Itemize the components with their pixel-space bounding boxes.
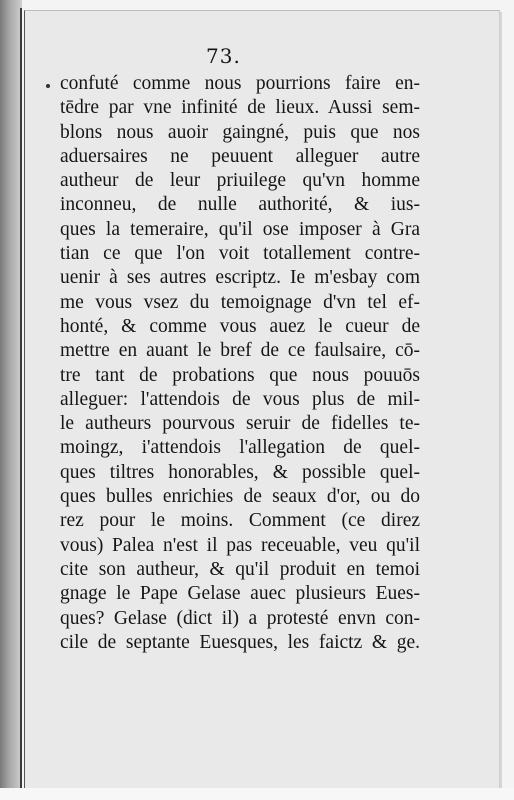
text-line: blons nous auoir gaingné, puis que nos xyxy=(60,121,420,143)
text-line: rez pour le moins. Comment (ce direz xyxy=(60,510,420,532)
text-line: honté, & comme vous auez le cueur de xyxy=(60,315,420,337)
text-line: cile de septante Euesques, les faictz & ge. xyxy=(60,631,420,653)
text-line: mettre en auant le bref de ce faulsaire, cō- xyxy=(60,340,420,362)
facing-page-edge xyxy=(0,0,22,800)
text-line: ques la temeraire, qu'il ose imposer à Gra xyxy=(60,218,420,240)
text-line: alleguer: l'attendois de vous plus de mil- xyxy=(60,388,420,410)
binding-shadow-line xyxy=(20,8,22,788)
page-text xyxy=(60,72,420,655)
text-line: uenir à ses autres escriptz. Ie m'esbay com xyxy=(60,267,420,289)
text-line: aduersaires ne peuuent alleguer autre xyxy=(60,145,420,167)
text-line: confuté comme nous pourrions faire en- xyxy=(60,73,420,94)
text-line: tian ce que l'on voit totallement contre- xyxy=(60,243,420,265)
ink-speck xyxy=(46,84,50,88)
text-line: ques? Gelase (dict il) a protesté envn con- xyxy=(60,607,420,629)
text-line: gnage le Pape Gelase auec plusieurs Eues- xyxy=(60,583,420,605)
text-line: vous) Palea n'est il pas receuable, veu qu'il xyxy=(60,534,420,556)
text-line: moingz, i'attendois l'allegation de quel- xyxy=(60,437,420,459)
text-line: tre tant de probations que nous pouuōs xyxy=(60,364,420,386)
text-line: ques bulles enrichies de seaux d'or, ou do xyxy=(60,486,420,508)
page-number: 73. xyxy=(206,44,241,68)
text-line: autheur de leur priuilege qu'vn homme xyxy=(60,170,420,192)
scan-bottom-margin xyxy=(0,788,514,800)
text-line: me vous vsez du temoignage d'vn tel ef- xyxy=(60,291,420,313)
text-line: inconneu, de nulle authorité, & ius- xyxy=(60,194,420,216)
text-line: tēdre par vne infinité de lieux. Aussi sem- xyxy=(60,97,420,119)
text-line: le autheurs pourvous seruir de fidelles te- xyxy=(60,413,420,435)
text-line: ques tiltres honorables, & possible quel- xyxy=(60,461,420,483)
text-line: cite son autheur, & qu'il produit en temoi xyxy=(60,558,420,580)
